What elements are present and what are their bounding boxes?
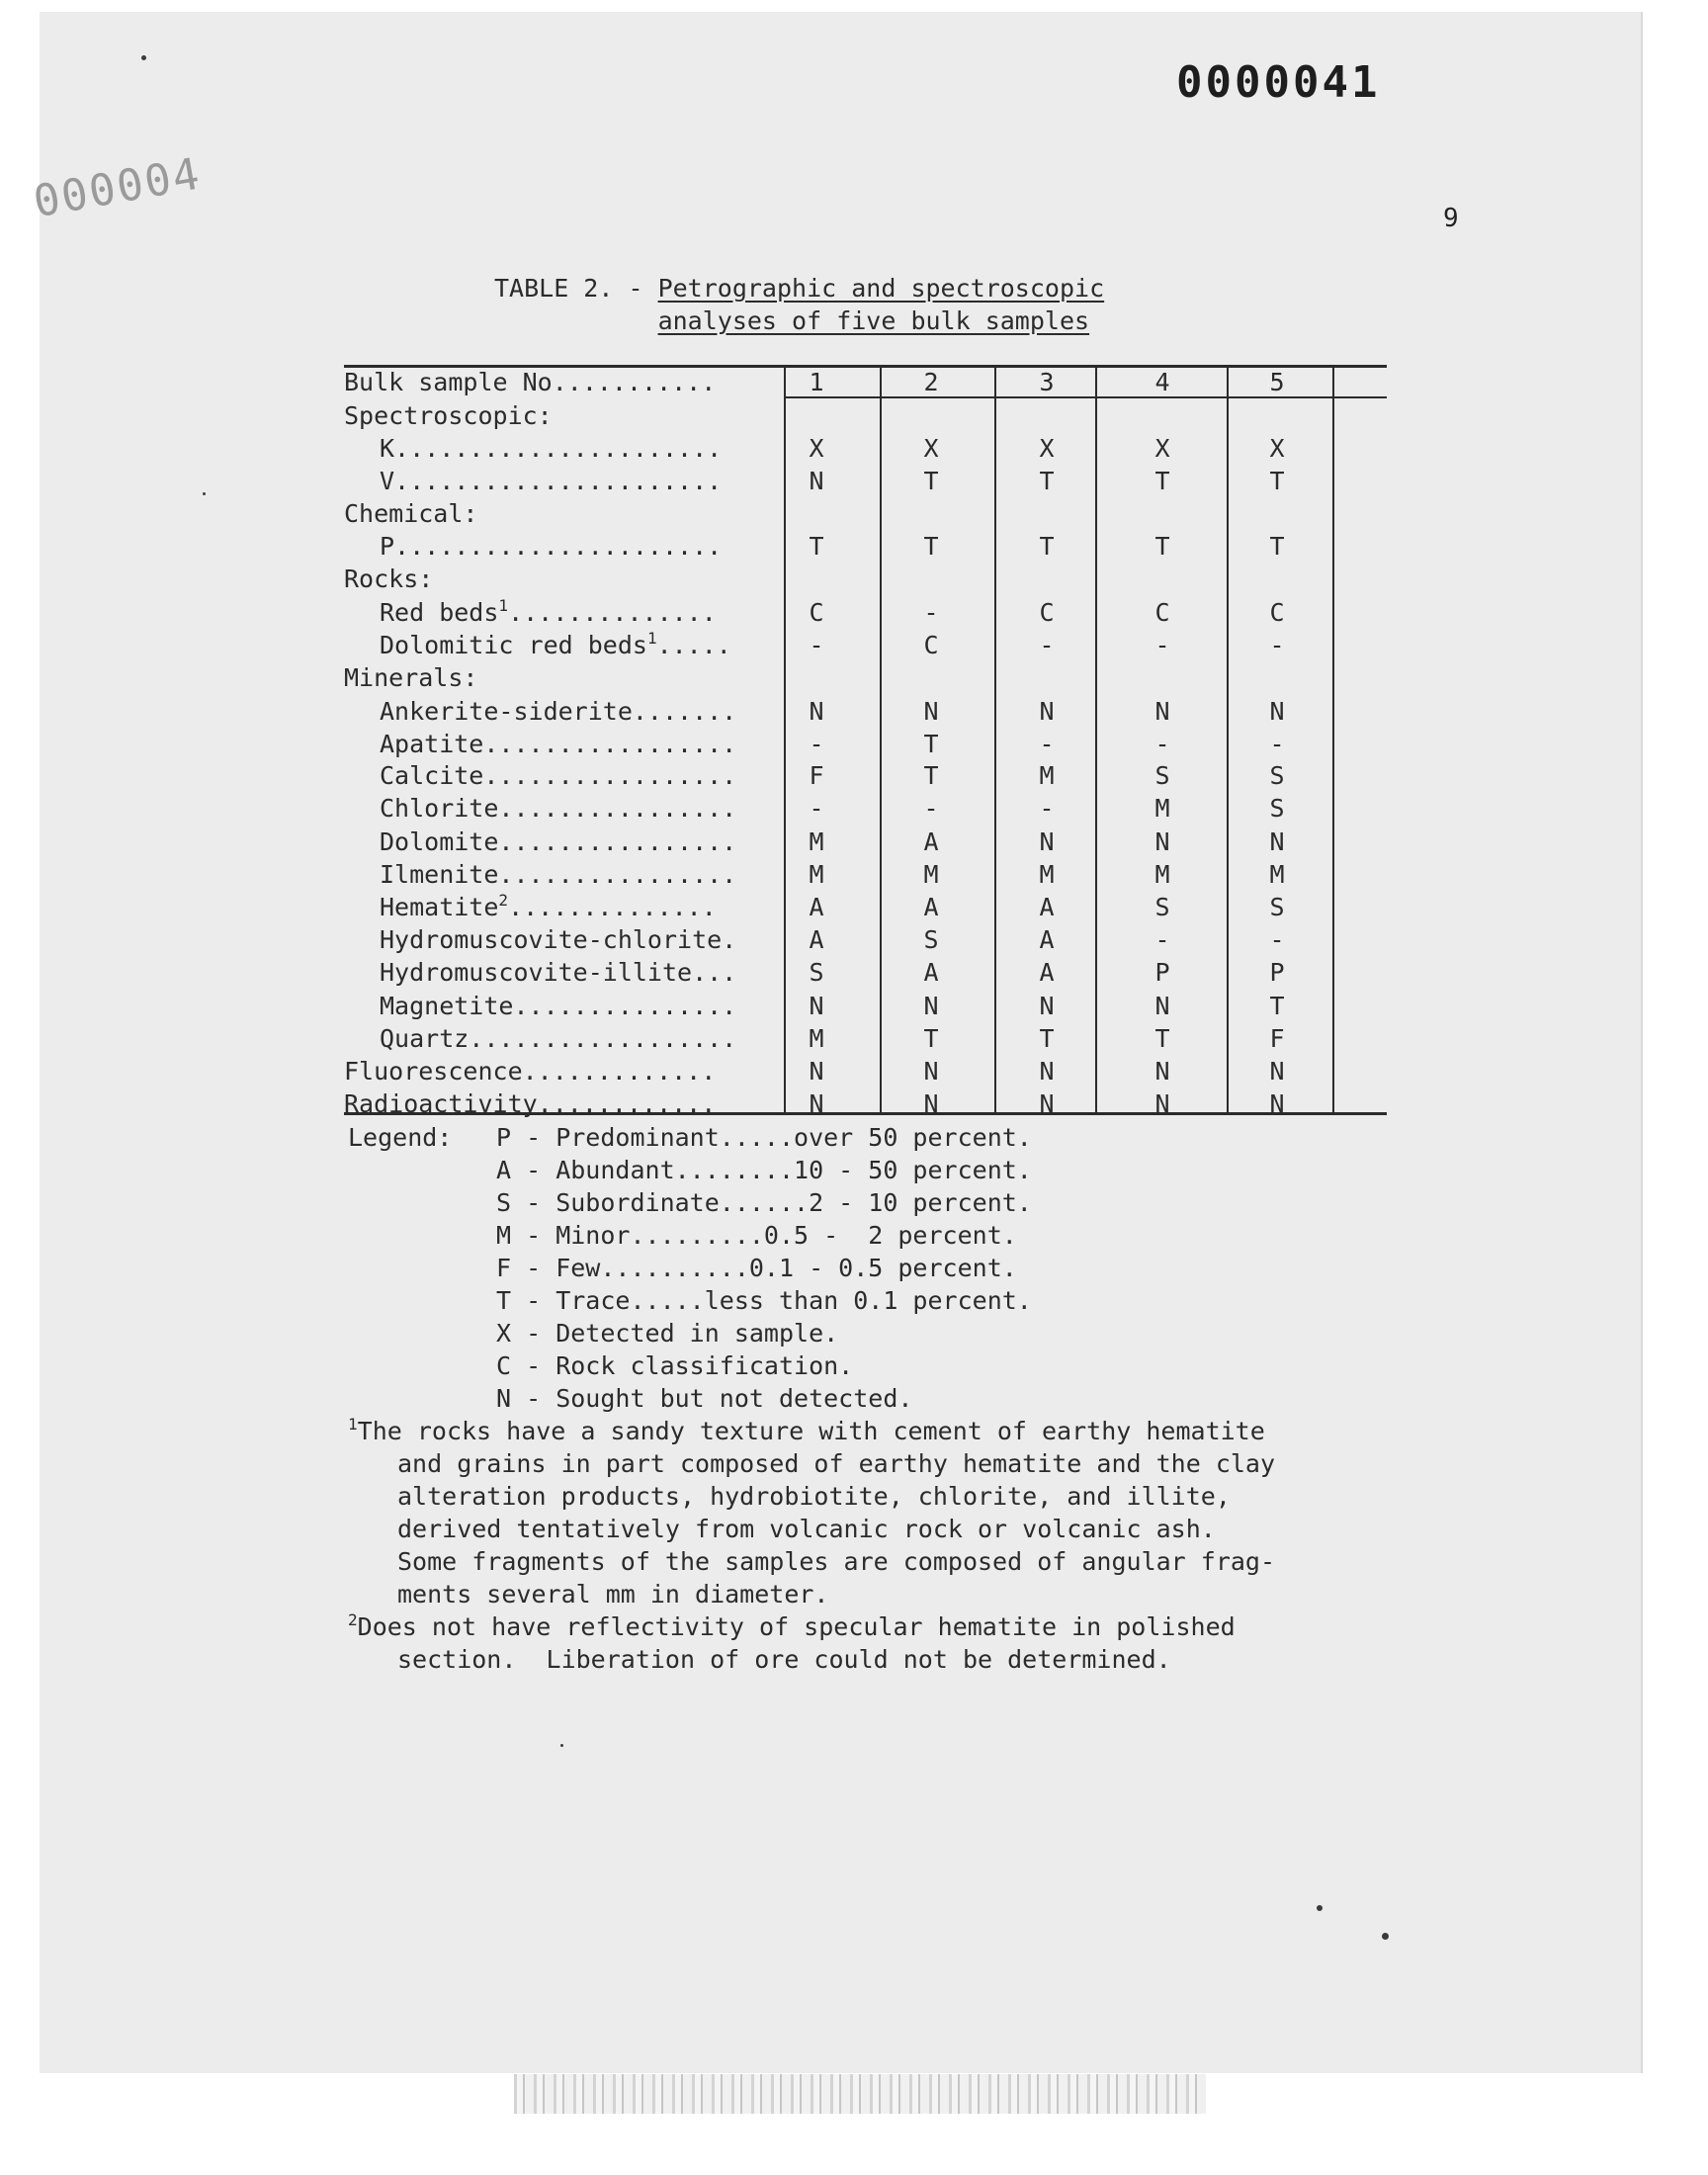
table-cell: X [1154,434,1170,463]
table-cell: N [1039,1057,1055,1086]
legend-item: N - Sought but not detected. [496,1384,913,1413]
table-cell: N [923,1057,939,1086]
table-cell: N [1269,827,1285,856]
table-row [344,858,1387,891]
row-label: Fluorescence............. [344,1057,717,1086]
table-cell: C [1154,598,1170,627]
table-cell: N [1154,827,1170,856]
table-title-prefix: TABLE 2. - [494,274,658,303]
legend-item: P - Predominant.....over 50 percent. [496,1123,1032,1152]
table-cell: A [923,893,939,921]
table-cell: T [1154,532,1170,561]
table-cell: N [1269,1057,1285,1086]
table-cell: N [923,992,939,1020]
column-header: 2 [923,368,939,396]
header-label: Bulk sample No........... [344,368,717,396]
table-cell: N [1039,697,1055,726]
row-label: Hematite$^2$.............. [380,891,717,921]
row-label: Calcite................. [380,761,737,790]
row-label: K...................... [380,434,723,463]
table-row [344,759,1387,792]
table-cell: F [1269,1024,1285,1053]
table-cell: T [809,532,824,561]
column-header: 4 [1154,368,1170,396]
footnote-line: section. Liberation of ore could not be determined. [397,1645,1171,1674]
table-cell: T [923,467,939,495]
table-cell: T [1039,1024,1055,1053]
table-row [344,661,1387,694]
table-row [344,530,1387,563]
table-cell: - [923,794,939,823]
table-cell: S [923,925,939,954]
table-cell: T [923,761,939,790]
row-label: Dolomitic red beds$^1$..... [380,629,731,659]
table-row [344,1088,1387,1120]
table-cell: A [1039,925,1055,954]
table-cell: A [923,958,939,987]
footnote-line: alteration products, hydrobiotite, chlorite, and illite, [397,1482,1231,1511]
table-cell: N [923,1089,939,1118]
footnote-marker: 1 [498,596,509,615]
table-row [344,956,1387,989]
row-label: Dolomite................ [380,827,737,856]
table-cell: A [1039,893,1055,921]
table-cell: N [1154,1089,1170,1118]
table-cell: M [923,860,939,889]
column-header: 3 [1039,368,1055,396]
footnote-marker: 2 [498,891,509,910]
table-cell: T [1039,467,1055,495]
legend-heading: Legend: [348,1123,453,1152]
footnote-marker: 2 [348,1610,358,1629]
table-cell: S [809,958,824,987]
table-cell: N [809,467,824,495]
table-cell: M [809,827,824,856]
table-cell: T [923,532,939,561]
table-cell: - [809,794,824,823]
table-row [344,695,1387,728]
footnote-line: Some fragments of the samples are composed of angular frag- [397,1547,1276,1576]
table-cell: T [1154,467,1170,495]
table-cell: M [809,1024,824,1053]
table-cell: - [809,631,824,659]
table-row [344,826,1387,858]
page-number: 9 [1443,204,1459,233]
footnote-line: $^1$The rocks have a sandy texture with cement of earthy hematite [348,1415,1265,1445]
table-header-row [344,366,1387,398]
footnote-2 [348,1610,1396,1676]
table-cell: M [1269,860,1285,889]
table-cell: N [1269,697,1285,726]
table-cell: M [1154,794,1170,823]
table-cell: - [1039,631,1055,659]
table-cell: S [1154,761,1170,790]
table-cell: A [809,925,824,954]
row-label: Chemical: [344,499,478,528]
footnote-line: and grains in part composed of earthy hematite and the clay [397,1449,1276,1478]
table-cell: - [1154,631,1170,659]
legend-item: A - Abundant........10 - 50 percent. [496,1156,1032,1184]
table-row [344,596,1387,629]
row-label: Minerals: [344,663,478,692]
legend-item: X - Detected in sample. [496,1319,839,1348]
table-cell: A [809,893,824,921]
table-cell: T [1039,532,1055,561]
table-row [344,1022,1387,1055]
row-label: Chlorite................ [380,794,737,823]
table-row [344,728,1387,760]
row-label: V...................... [380,467,723,495]
table-row [344,432,1387,465]
legend-item: F - Few..........0.1 - 0.5 percent. [496,1254,1017,1282]
row-label: Ilmenite................ [380,860,737,889]
table-cell: X [809,434,824,463]
table-cell: P [1269,958,1285,987]
table-row [344,792,1387,825]
row-label: Apatite................. [380,730,737,758]
table-cell: S [1269,794,1285,823]
table-cell: T [1154,1024,1170,1053]
legend-item: S - Subordinate......2 - 10 percent. [496,1188,1032,1217]
table-cell: N [809,697,824,726]
table-cell: N [1039,992,1055,1020]
table-cell: M [1039,860,1055,889]
table-cell: N [809,1057,824,1086]
footnote-1 [348,1415,1396,1610]
table-cell: A [923,827,939,856]
table-cell: C [1039,598,1055,627]
column-header: 1 [809,368,824,396]
table-cell: X [1269,434,1285,463]
footnote-line: derived tentatively from volcanic rock or volcanic ash. [397,1515,1216,1543]
row-label: Radioactivity............ [344,1089,717,1118]
table-row [344,629,1387,661]
table-cell: M [1039,761,1055,790]
table-cell: A [1039,958,1055,987]
table-cell: C [809,598,824,627]
table-cell: X [1039,434,1055,463]
table-cell: - [1154,925,1170,954]
table-row [344,990,1387,1022]
table-title-line2: analyses of five bulk samples [657,306,1090,335]
table-cell: M [1154,860,1170,889]
table-cell: N [809,992,824,1020]
table-cell: C [1269,598,1285,627]
table-cell: T [1269,532,1285,561]
table-row [344,399,1387,432]
footnote-marker: 1 [348,1415,358,1434]
table-cell: - [1039,794,1055,823]
rotated-stamp-number: 000004 [30,148,206,228]
table-cell: N [809,1089,824,1118]
table-row [344,1055,1387,1088]
table-cell: N [1269,1089,1285,1118]
row-label: Magnetite............... [380,992,737,1020]
table-cell: S [1269,893,1285,921]
footnote-line: $^2$Does not have reflectivity of specular hematite in polished [348,1610,1236,1641]
table-cell: - [1269,631,1285,659]
column-header: 5 [1269,368,1285,396]
row-label: Hydromuscovite-illite... [380,958,737,987]
row-label: Red beds$^1$.............. [380,596,717,627]
table-cell: M [809,860,824,889]
table-cell: S [1154,893,1170,921]
table-cell: N [1154,697,1170,726]
row-label: Rocks: [344,565,434,593]
table-title-line1: Petrographic and spectroscopic [657,274,1105,303]
document-stamp-number: 0000041 [1176,57,1381,108]
table-cell: S [1269,761,1285,790]
table-cell: T [923,730,939,758]
table-cell: N [923,697,939,726]
row-label: Spectroscopic: [344,401,553,430]
row-label: P...................... [380,532,723,561]
table-cell: - [1154,730,1170,758]
table-row [344,923,1387,956]
table-cell: - [809,730,824,758]
table-cell: P [1154,958,1170,987]
table-cell: X [923,434,939,463]
table-row [344,891,1387,923]
row-label: Hydromuscovite-chlorite. [380,925,737,954]
footnote-line: ments several mm in diameter. [397,1580,829,1609]
table-cell: T [923,1024,939,1053]
table-cell: T [1269,467,1285,495]
table-cell: - [1269,925,1285,954]
table-cell: N [1039,827,1055,856]
table-cell: T [1269,992,1285,1020]
table-cell: F [809,761,824,790]
table-cell: C [923,631,939,659]
table-cell: N [1154,992,1170,1020]
table-row [344,497,1387,530]
table-row [344,563,1387,595]
table-cell: N [1154,1057,1170,1086]
table-cell: - [1269,730,1285,758]
table-row [344,465,1387,497]
table-cell: - [1039,730,1055,758]
legend-item: C - Rock classification. [496,1351,854,1380]
legend-item: M - Minor.........0.5 - 2 percent. [496,1221,1017,1250]
row-label: Ankerite-siderite....... [380,697,737,726]
scan-artifact-strip [514,2074,1206,2114]
footnote-marker: 1 [646,629,657,648]
table-cell: - [923,598,939,627]
legend-item: T - Trace.....less than 0.1 percent. [496,1286,1032,1315]
table-cell: N [1039,1089,1055,1118]
row-label: Quartz.................. [380,1024,737,1053]
table-title [494,272,1104,337]
